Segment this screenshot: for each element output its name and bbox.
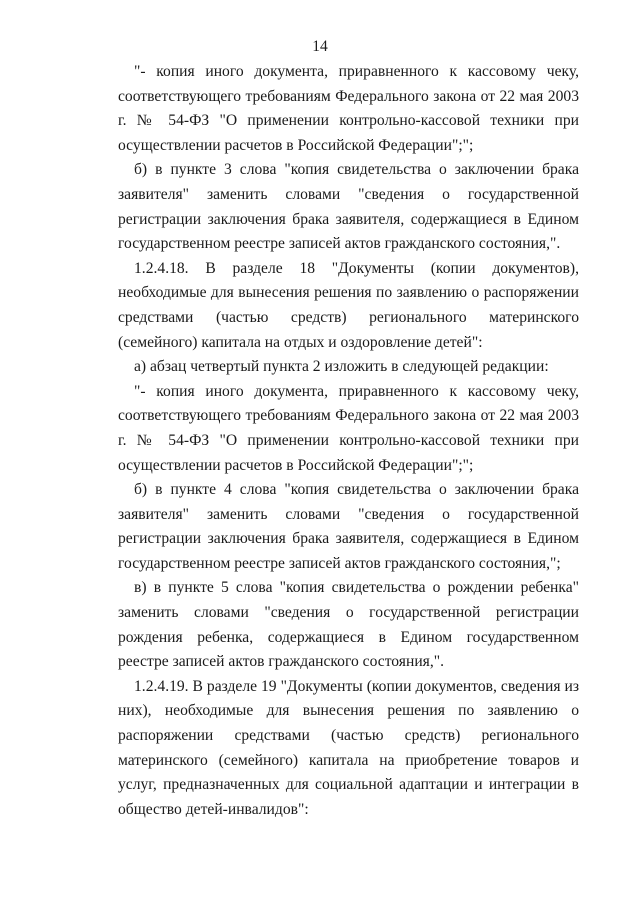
paragraph-item-b-point-4: б) в пункте 4 слова "копия свидетельства о заключении брака заявителя" заменить словами "сведения о государственной регистрации заключения брака заявителя, содержащиеся в Едином государственном реестре записей актов гражданского состояния,"; — [118, 481, 579, 572]
paragraph-quote-receipt-copy-2: "- копия иного документа, приравненного к кассовому чеку, соответствующего требованиям Федерального закона от 22 мая 2003 г. № 54-ФЗ "О применении контрольно-кассовой техники при осуществлении расчетов в Российской Федерации";"; — [118, 382, 579, 474]
page-number: 14 — [312, 38, 328, 55]
paragraph-item-b-point-3: б) в пункте 3 слова "копия свидетельства о заключении брака заявителя" заменить словами "сведения о государственной регистрации заключения брака заявителя, содержащиеся в Едином государственном реестре записей актов гражданского состояния,". — [118, 161, 579, 253]
paragraph-section-1-2-4-19: 1.2.4.19. В разделе 19 "Документы (копии документов, сведения из них), необходимые для вынесения решения по заявлению о распоряжении средствами (частью средств) регионального материнского (семейного) капитала на приобретение товаров и услуг, предназначенных для социальной адаптации и интеграции в общество детей-инвалидов": — [118, 677, 579, 818]
document-body — [118, 60, 579, 822]
paragraph-quote-receipt-copy-1: "- копия иного документа, приравненного к кассовому чеку, соответствующего требованиям Федерального закона от 22 мая 2003 г. № 54-ФЗ "О применении контрольно-кассовой техники при осуществлении расчетов в Российской Федерации";"; — [118, 63, 579, 154]
paragraph-section-1-2-4-18: 1.2.4.18. В разделе 18 "Документы (копии документов), необходимые для вынесения решения по заявлению о распоряжении средствами (частью средств) регионального материнского (семейного) капитала на отдых и оздоровление детей": — [118, 259, 579, 351]
paragraph-item-a-point-2: а) абзац четвертый пункта 2 изложить в следующей редакции: — [134, 358, 549, 376]
paragraph-item-v-point-5: в) в пункте 5 слова "копия свидетельства о рождении ребенка" заменить словами "сведения о государственной регистрации рождения ребенка, содержащиеся в Едином государственном реестре записей актов гражданского состояния,". — [118, 579, 579, 671]
